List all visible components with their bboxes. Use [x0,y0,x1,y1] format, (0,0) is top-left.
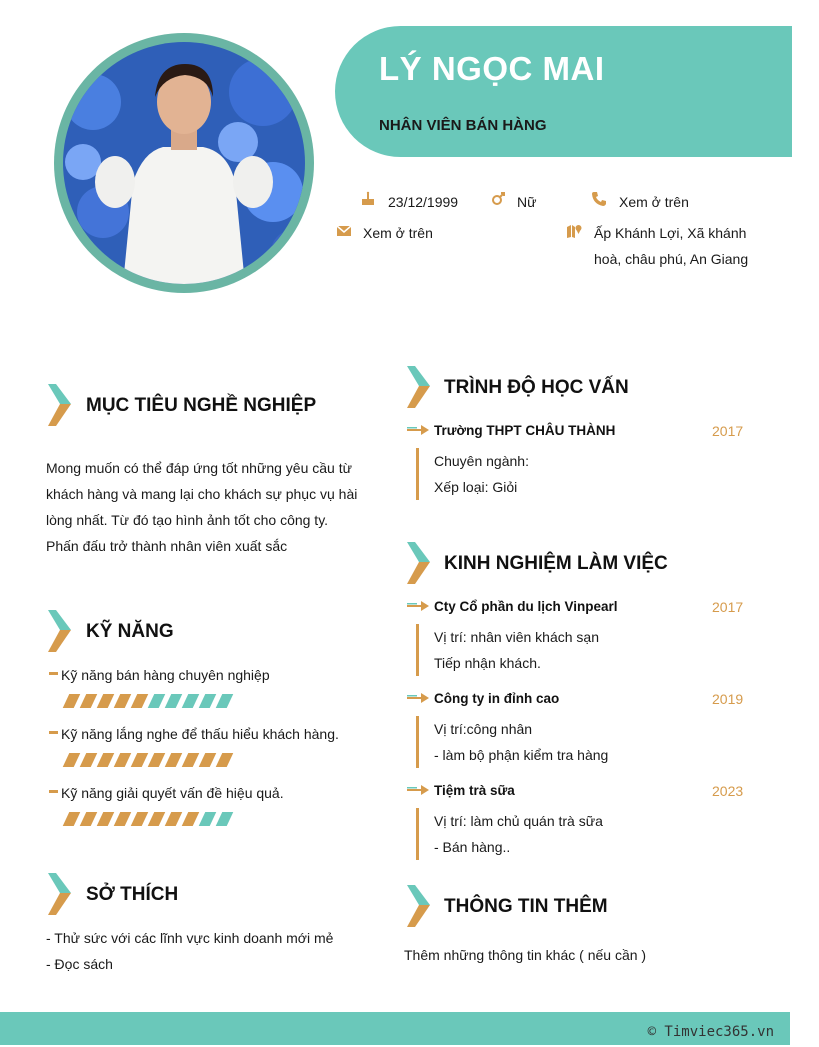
skill-segment [114,694,132,708]
skill-segment [131,694,149,708]
timeline-line [416,624,419,676]
objective-line: Phấn đấu trở thành nhân viên xuất sắc [46,538,288,554]
map-location-icon [566,223,582,239]
objective-title: MỤC TIÊU NGHỀ NGHIỆP [86,395,317,416]
experience-company: Tiệm trà sữa [434,783,515,798]
birthday-cake-icon [360,191,376,207]
avatar [54,33,314,293]
skill-segment [114,812,132,826]
experience-duty: - Bán hàng.. [434,839,511,855]
phone-icon [591,191,607,207]
skill-segment [165,694,183,708]
objective-text [46,455,376,559]
timeline-line [416,716,419,768]
experience-detail [434,624,599,676]
email-icon [336,223,352,239]
skill-segment [148,812,166,826]
skill-label: Kỹ năng lắng nghe để thấu hiểu khách hàng. [61,726,339,742]
education-title: TRÌNH ĐỘ HỌC VẤN [444,377,629,398]
experience-year: 2019 [712,691,744,707]
birthday-value: 23/12/1999 [388,194,459,210]
experience-detail [434,716,608,768]
skill-bar [66,694,230,708]
skill-bar [66,753,230,767]
skill-marker [49,672,58,675]
education-chevron-icon [405,366,431,408]
timeline-line [416,448,419,500]
job-title: NHÂN VIÊN BÁN HÀNG [379,117,547,134]
skill-marker [49,790,58,793]
skill-segment [80,812,98,826]
hobbies-title: SỞ THÍCH [86,884,179,905]
additional-text: Thêm những thông tin khác ( nếu cần ) [404,947,647,963]
skill-segment [131,753,149,767]
timeline-arrow-icon [407,693,431,703]
address-line-2: hoà, châu phú, An Giang [594,251,749,267]
skill-segment [148,753,166,767]
email-value: Xem ở trên [363,225,433,241]
skill-segment [216,753,234,767]
experience-company: Công ty in đỉnh cao [434,691,560,706]
experience-title: KINH NGHIỆM LÀM VIỆC [444,553,668,574]
timeline-arrow-icon [407,601,431,611]
education-year: 2017 [712,423,744,439]
skill-marker [49,731,58,734]
skill-segment [97,753,115,767]
experience-year: 2023 [712,783,744,799]
objective-chevron-icon [46,384,72,426]
phone-value: Xem ở trên [619,194,689,210]
skills-title: KỸ NĂNG [86,621,174,642]
skill-segment [114,753,132,767]
experience-year: 2017 [712,599,744,615]
hobbies-chevron-icon [46,873,72,915]
experience-position: Vị trí: làm chủ quán trà sữa [434,813,603,829]
skill-label: Kỹ năng giải quyết vấn đề hiệu quả. [61,785,284,801]
skill-segment [165,753,183,767]
skill-segment [216,812,234,826]
footer-credit: © Timviec365.vn [647,1024,774,1040]
address-line-1: Ấp Khánh Lợi, Xã khánh [594,225,747,241]
gender-icon [490,191,506,207]
skill-segment [199,753,217,767]
skill-segment [97,812,115,826]
additional-title: THÔNG TIN THÊM [444,896,608,917]
education-detail [434,448,529,500]
hobby-line: - Thử sức với các lĩnh vực kinh doanh mới mẻ [46,930,334,946]
skill-segment [182,812,200,826]
skill-segment [182,753,200,767]
candidate-name: LÝ NGỌC MAI [379,50,605,87]
skill-segment [165,812,183,826]
objective-line: lòng nhất. Từ đó tạo hình ảnh tốt cho công ty. [46,512,329,528]
skill-segment [80,694,98,708]
experience-chevron-icon [405,542,431,584]
avatar-photo [63,42,305,284]
education-grade: Xếp loại: Giỏi [434,479,518,495]
skills-chevron-icon [46,610,72,652]
timeline-line [416,808,419,860]
experience-detail [434,808,603,860]
skill-segment [97,694,115,708]
skill-segment [131,812,149,826]
skill-segment [148,694,166,708]
skill-segment [63,753,81,767]
education-major: Chuyên ngành: [434,453,529,469]
skill-segment [80,753,98,767]
skill-segment [216,694,234,708]
timeline-arrow-icon [407,425,431,435]
skill-segment [63,812,81,826]
experience-company: Cty Cổ phần du lịch Vinpearl [434,599,618,614]
objective-line: Mong muốn có thể đáp ứng tốt những yêu cầu từ [46,460,352,476]
experience-position: Vị trí:công nhân [434,721,533,737]
skill-segment [199,812,217,826]
timeline-arrow-icon [407,785,431,795]
experience-duty: - làm bộ phận kiểm tra hàng [434,747,609,763]
objective-line: khách hàng và mang lại cho khách sự phục vụ hài [46,486,358,502]
skill-segment [199,694,217,708]
skill-bar [66,812,230,826]
skill-segment [182,694,200,708]
header-banner [335,26,792,157]
experience-duty: Tiếp nhận khách. [434,655,541,671]
hobby-line: - Đọc sách [46,956,113,972]
hobbies-text [46,925,333,977]
gender-value: Nữ [517,194,537,210]
skill-label: Kỹ năng bán hàng chuyên nghiệp [61,667,270,683]
experience-position: Vị trí: nhân viên khách sạn [434,629,599,645]
education-school: Trường THPT CHÂU THÀNH [434,423,616,438]
skill-segment [63,694,81,708]
additional-chevron-icon [405,885,431,927]
